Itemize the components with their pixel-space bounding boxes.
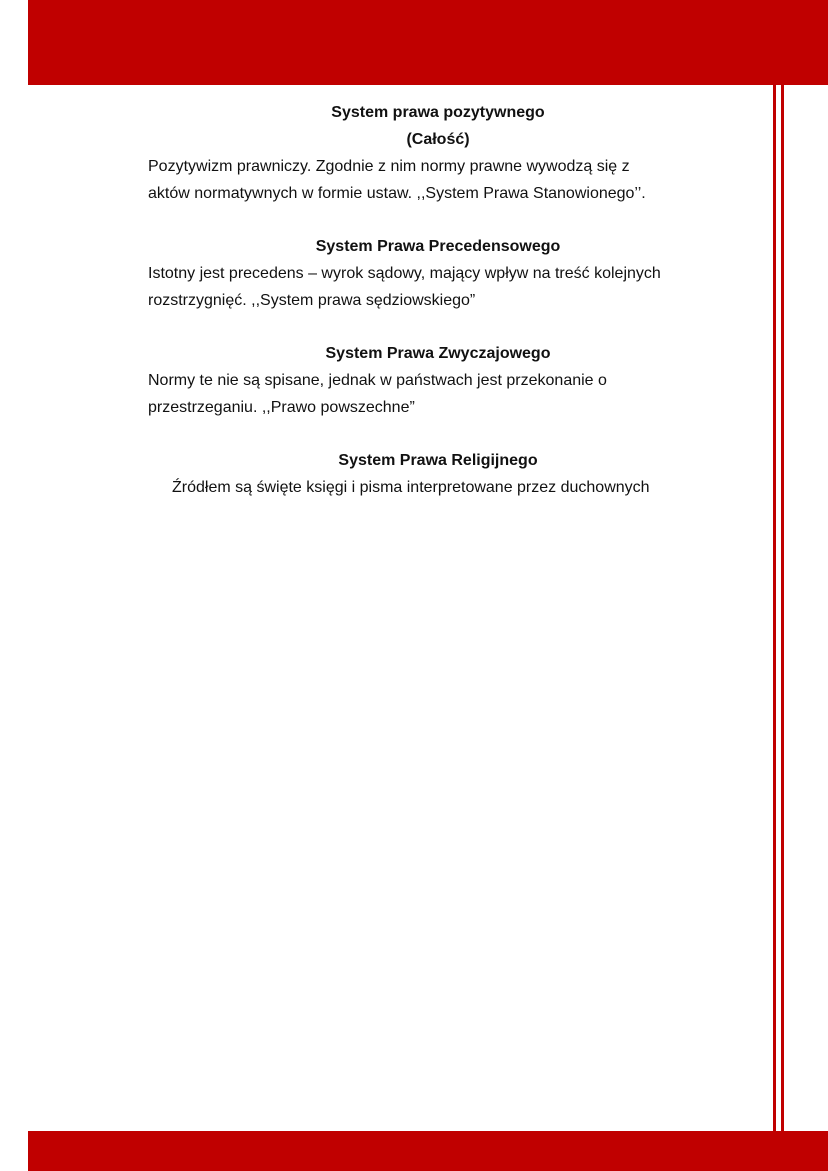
document-body — [148, 99, 738, 527]
section-system-prawa-precedensowego — [148, 233, 738, 314]
paragraph-line: Źródłem są święte księgi i pisma interpretowane przez duchownych — [172, 479, 650, 496]
section-heading: System Prawa Religijnego — [338, 452, 538, 469]
paragraph-line: przestrzeganiu. ,,Prawo powszechne” — [148, 399, 415, 416]
paragraph-line: Istotny jest precedens – wyrok sądowy, mający wpływ na treść kolejnych — [148, 265, 661, 282]
paragraph-line: Pozytywizm prawniczy. Zgodnie z nim normy prawne wywodzą się z — [148, 158, 630, 175]
paragraph-line: aktów normatywnych w formie ustaw. ,,System Prawa Stanowionego’’. — [148, 185, 646, 202]
section-system-prawa-pozytywnego — [148, 99, 738, 207]
section-heading: System prawa pozytywnego — [331, 104, 545, 121]
paragraph-line: Normy te nie są spisane, jednak w państwach jest przekonanie o — [148, 372, 607, 389]
section-subheading: (Całość) — [406, 131, 470, 148]
section-system-prawa-zwyczajowego — [148, 340, 738, 421]
paragraph-line: rozstrzygnięć. ,,System prawa sędziowskiego” — [148, 292, 476, 309]
header-red-band — [28, 0, 828, 85]
section-heading: System Prawa Precedensowego — [315, 238, 561, 255]
section-system-prawa-religijnego — [148, 447, 738, 501]
footer-red-band — [28, 1131, 828, 1171]
right-border-rule-outer — [781, 0, 784, 1171]
section-heading: System Prawa Zwyczajowego — [325, 345, 551, 362]
right-border-rule — [773, 0, 776, 1171]
